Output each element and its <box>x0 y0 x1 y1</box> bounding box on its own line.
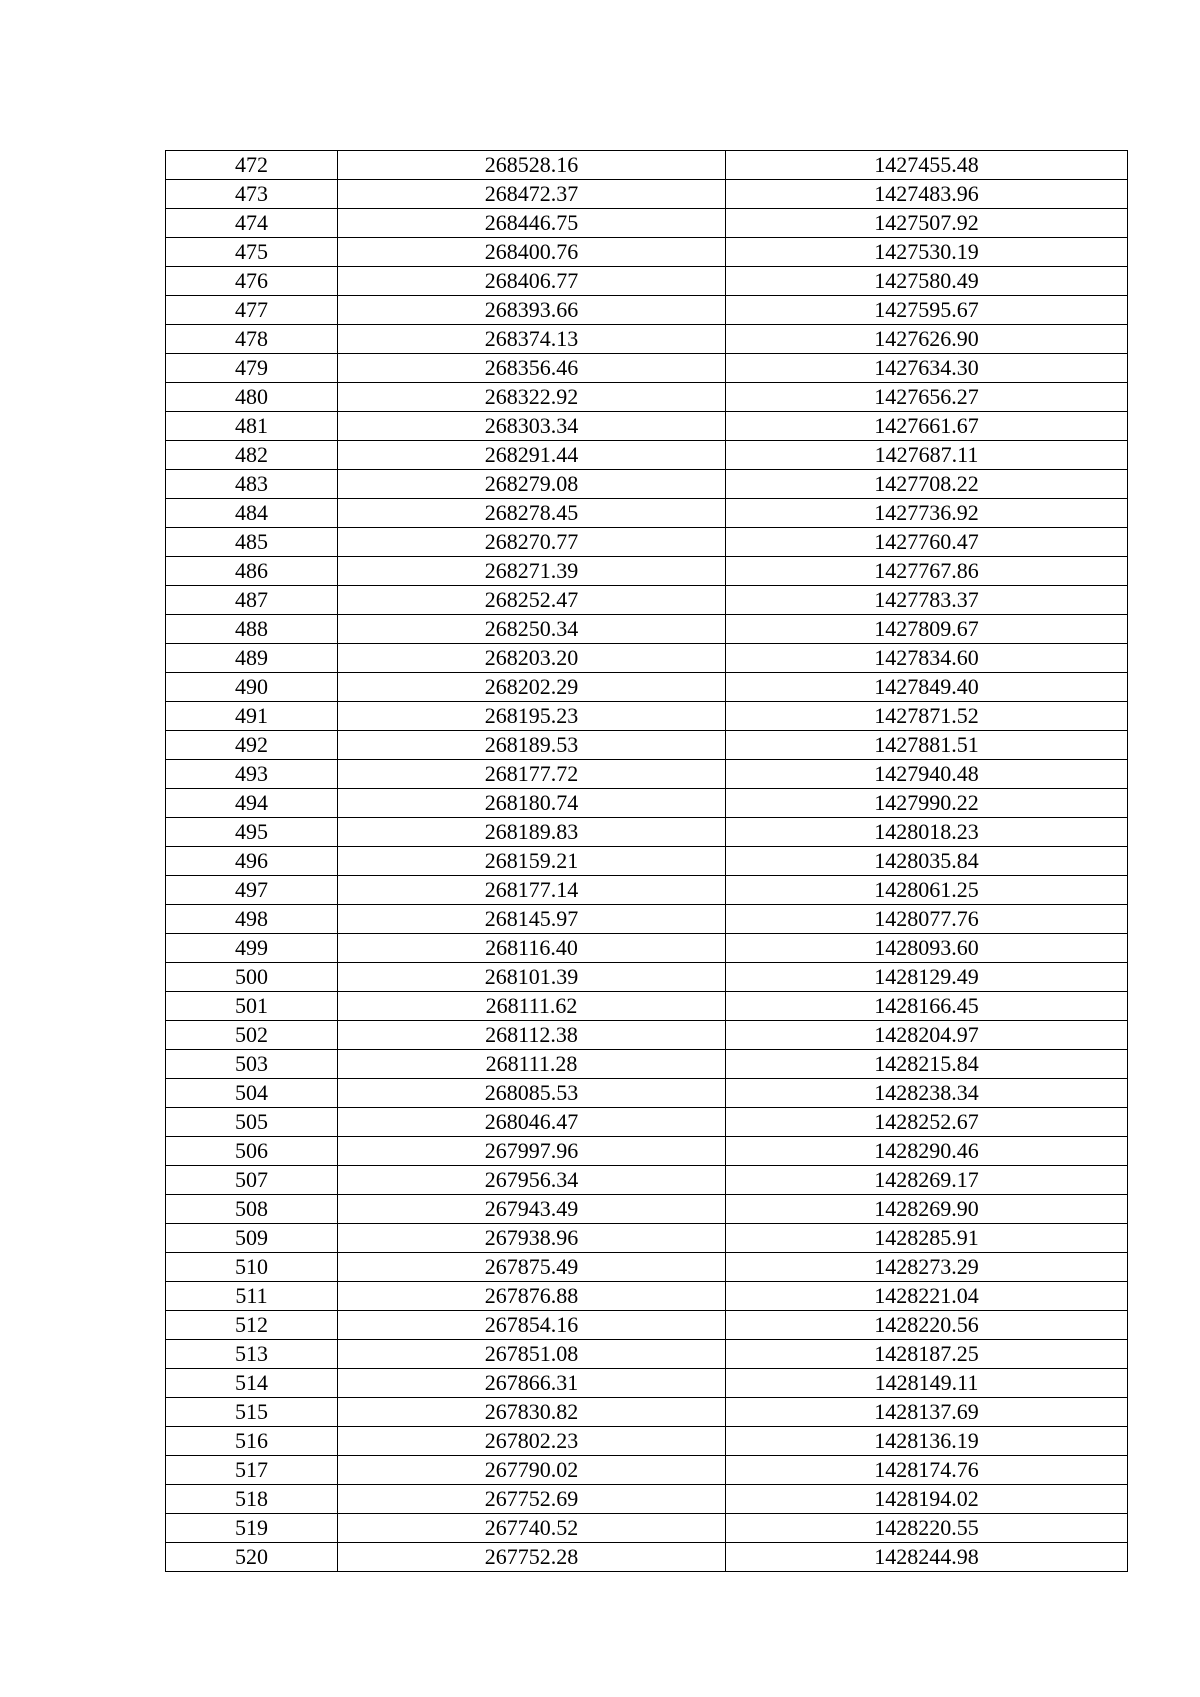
y-coordinate-cell: 1427455.48 <box>726 151 1128 180</box>
x-coordinate-cell: 267790.02 <box>338 1456 726 1485</box>
y-coordinate-cell: 1427634.30 <box>726 354 1128 383</box>
table-row <box>166 1340 1128 1369</box>
x-coordinate-cell: 268177.14 <box>338 876 726 905</box>
x-coordinate-cell: 268472.37 <box>338 180 726 209</box>
x-coordinate-cell: 268116.40 <box>338 934 726 963</box>
x-coordinate-cell: 268322.92 <box>338 383 726 412</box>
y-coordinate-cell: 1427626.90 <box>726 325 1128 354</box>
y-coordinate-cell: 1428238.34 <box>726 1079 1128 1108</box>
table-row <box>166 412 1128 441</box>
x-coordinate-cell: 267943.49 <box>338 1195 726 1224</box>
table-row <box>166 1137 1128 1166</box>
table-row <box>166 470 1128 499</box>
y-coordinate-cell: 1428252.67 <box>726 1108 1128 1137</box>
point-number-cell: 477 <box>166 296 338 325</box>
table-row <box>166 673 1128 702</box>
point-number-cell: 478 <box>166 325 338 354</box>
y-coordinate-cell: 1427881.51 <box>726 731 1128 760</box>
table-row <box>166 1195 1128 1224</box>
x-coordinate-cell: 267851.08 <box>338 1340 726 1369</box>
table-row <box>166 1543 1128 1572</box>
y-coordinate-cell: 1428269.90 <box>726 1195 1128 1224</box>
point-number-cell: 484 <box>166 499 338 528</box>
table-row <box>166 1485 1128 1514</box>
table-row <box>166 1050 1128 1079</box>
y-coordinate-cell: 1427483.96 <box>726 180 1128 209</box>
table-row <box>166 1282 1128 1311</box>
y-coordinate-cell: 1427783.37 <box>726 586 1128 615</box>
table-row <box>166 615 1128 644</box>
table-row <box>166 238 1128 267</box>
y-coordinate-cell: 1428285.91 <box>726 1224 1128 1253</box>
x-coordinate-cell: 268356.46 <box>338 354 726 383</box>
x-coordinate-cell: 268159.21 <box>338 847 726 876</box>
y-coordinate-cell: 1428077.76 <box>726 905 1128 934</box>
table-row <box>166 963 1128 992</box>
y-coordinate-cell: 1427656.27 <box>726 383 1128 412</box>
x-coordinate-cell: 268278.45 <box>338 499 726 528</box>
point-number-cell: 511 <box>166 1282 338 1311</box>
table-row <box>166 209 1128 238</box>
y-coordinate-cell: 1428137.69 <box>726 1398 1128 1427</box>
y-coordinate-cell: 1427834.60 <box>726 644 1128 673</box>
point-number-cell: 514 <box>166 1369 338 1398</box>
y-coordinate-cell: 1427595.67 <box>726 296 1128 325</box>
point-number-cell: 518 <box>166 1485 338 1514</box>
x-coordinate-cell: 268085.53 <box>338 1079 726 1108</box>
point-number-cell: 472 <box>166 151 338 180</box>
y-coordinate-cell: 1427530.19 <box>726 238 1128 267</box>
x-coordinate-cell: 267875.49 <box>338 1253 726 1282</box>
x-coordinate-cell: 268271.39 <box>338 557 726 586</box>
point-number-cell: 475 <box>166 238 338 267</box>
x-coordinate-cell: 268291.44 <box>338 441 726 470</box>
point-number-cell: 481 <box>166 412 338 441</box>
point-number-cell: 515 <box>166 1398 338 1427</box>
table-row <box>166 383 1128 412</box>
x-coordinate-cell: 268446.75 <box>338 209 726 238</box>
point-number-cell: 489 <box>166 644 338 673</box>
x-coordinate-cell: 267752.69 <box>338 1485 726 1514</box>
point-number-cell: 482 <box>166 441 338 470</box>
point-number-cell: 501 <box>166 992 338 1021</box>
y-coordinate-cell: 1427809.67 <box>726 615 1128 644</box>
x-coordinate-cell: 268528.16 <box>338 151 726 180</box>
point-number-cell: 483 <box>166 470 338 499</box>
table-row <box>166 441 1128 470</box>
table-row <box>166 151 1128 180</box>
point-number-cell: 513 <box>166 1340 338 1369</box>
point-number-cell: 506 <box>166 1137 338 1166</box>
y-coordinate-cell: 1428215.84 <box>726 1050 1128 1079</box>
table-row <box>166 180 1128 209</box>
y-coordinate-cell: 1428149.11 <box>726 1369 1128 1398</box>
table-row <box>166 731 1128 760</box>
table-row <box>166 528 1128 557</box>
coordinates-table <box>165 150 1128 1572</box>
table-row <box>166 499 1128 528</box>
y-coordinate-cell: 1427760.47 <box>726 528 1128 557</box>
y-coordinate-cell: 1427849.40 <box>726 673 1128 702</box>
y-coordinate-cell: 1428273.29 <box>726 1253 1128 1282</box>
y-coordinate-cell: 1428035.84 <box>726 847 1128 876</box>
x-coordinate-cell: 268145.97 <box>338 905 726 934</box>
table-row <box>166 1253 1128 1282</box>
point-number-cell: 499 <box>166 934 338 963</box>
point-number-cell: 476 <box>166 267 338 296</box>
y-coordinate-cell: 1428018.23 <box>726 818 1128 847</box>
y-coordinate-cell: 1428061.25 <box>726 876 1128 905</box>
x-coordinate-cell: 267854.16 <box>338 1311 726 1340</box>
point-number-cell: 507 <box>166 1166 338 1195</box>
table-row <box>166 1398 1128 1427</box>
x-coordinate-cell: 267802.23 <box>338 1427 726 1456</box>
x-coordinate-cell: 268203.20 <box>338 644 726 673</box>
x-coordinate-cell: 268195.23 <box>338 702 726 731</box>
y-coordinate-cell: 1427940.48 <box>726 760 1128 789</box>
table-row <box>166 905 1128 934</box>
y-coordinate-cell: 1428221.04 <box>726 1282 1128 1311</box>
y-coordinate-cell: 1427990.22 <box>726 789 1128 818</box>
x-coordinate-cell: 268101.39 <box>338 963 726 992</box>
table-row <box>166 876 1128 905</box>
y-coordinate-cell: 1427736.92 <box>726 499 1128 528</box>
table-row <box>166 760 1128 789</box>
y-coordinate-cell: 1428204.97 <box>726 1021 1128 1050</box>
x-coordinate-cell: 268046.47 <box>338 1108 726 1137</box>
point-number-cell: 473 <box>166 180 338 209</box>
point-number-cell: 512 <box>166 1311 338 1340</box>
table-row <box>166 557 1128 586</box>
point-number-cell: 503 <box>166 1050 338 1079</box>
y-coordinate-cell: 1428174.76 <box>726 1456 1128 1485</box>
point-number-cell: 490 <box>166 673 338 702</box>
y-coordinate-cell: 1427767.86 <box>726 557 1128 586</box>
x-coordinate-cell: 267830.82 <box>338 1398 726 1427</box>
x-coordinate-cell: 268303.34 <box>338 412 726 441</box>
y-coordinate-cell: 1427871.52 <box>726 702 1128 731</box>
x-coordinate-cell: 268202.29 <box>338 673 726 702</box>
x-coordinate-cell: 267876.88 <box>338 1282 726 1311</box>
point-number-cell: 510 <box>166 1253 338 1282</box>
point-number-cell: 493 <box>166 760 338 789</box>
table-row <box>166 1166 1128 1195</box>
point-number-cell: 488 <box>166 615 338 644</box>
x-coordinate-cell: 268111.62 <box>338 992 726 1021</box>
table-row <box>166 267 1128 296</box>
point-number-cell: 509 <box>166 1224 338 1253</box>
y-coordinate-cell: 1428187.25 <box>726 1340 1128 1369</box>
point-number-cell: 496 <box>166 847 338 876</box>
table-row <box>166 1456 1128 1485</box>
coordinates-table-body <box>166 151 1128 1572</box>
x-coordinate-cell: 268393.66 <box>338 296 726 325</box>
y-coordinate-cell: 1428093.60 <box>726 934 1128 963</box>
y-coordinate-cell: 1428269.17 <box>726 1166 1128 1195</box>
table-row <box>166 1079 1128 1108</box>
x-coordinate-cell: 267938.96 <box>338 1224 726 1253</box>
table-row <box>166 1514 1128 1543</box>
table-row <box>166 934 1128 963</box>
point-number-cell: 498 <box>166 905 338 934</box>
y-coordinate-cell: 1427708.22 <box>726 470 1128 499</box>
y-coordinate-cell: 1427661.67 <box>726 412 1128 441</box>
y-coordinate-cell: 1427507.92 <box>726 209 1128 238</box>
table-row <box>166 586 1128 615</box>
point-number-cell: 495 <box>166 818 338 847</box>
x-coordinate-cell: 268252.47 <box>338 586 726 615</box>
x-coordinate-cell: 268374.13 <box>338 325 726 354</box>
table-row <box>166 847 1128 876</box>
table-row <box>166 702 1128 731</box>
table-row <box>166 789 1128 818</box>
point-number-cell: 502 <box>166 1021 338 1050</box>
table-row <box>166 296 1128 325</box>
table-row <box>166 1369 1128 1398</box>
y-coordinate-cell: 1427580.49 <box>726 267 1128 296</box>
point-number-cell: 497 <box>166 876 338 905</box>
y-coordinate-cell: 1428290.46 <box>726 1137 1128 1166</box>
point-number-cell: 480 <box>166 383 338 412</box>
point-number-cell: 494 <box>166 789 338 818</box>
x-coordinate-cell: 268189.83 <box>338 818 726 847</box>
point-number-cell: 487 <box>166 586 338 615</box>
point-number-cell: 505 <box>166 1108 338 1137</box>
x-coordinate-cell: 268400.76 <box>338 238 726 267</box>
x-coordinate-cell: 268177.72 <box>338 760 726 789</box>
table-row <box>166 644 1128 673</box>
y-coordinate-cell: 1428220.55 <box>726 1514 1128 1543</box>
point-number-cell: 486 <box>166 557 338 586</box>
table-row <box>166 1224 1128 1253</box>
table-row <box>166 818 1128 847</box>
point-number-cell: 474 <box>166 209 338 238</box>
x-coordinate-cell: 268270.77 <box>338 528 726 557</box>
table-row <box>166 325 1128 354</box>
x-coordinate-cell: 268250.34 <box>338 615 726 644</box>
y-coordinate-cell: 1428220.56 <box>726 1311 1128 1340</box>
point-number-cell: 500 <box>166 963 338 992</box>
x-coordinate-cell: 267740.52 <box>338 1514 726 1543</box>
x-coordinate-cell: 268112.38 <box>338 1021 726 1050</box>
point-number-cell: 516 <box>166 1427 338 1456</box>
y-coordinate-cell: 1428129.49 <box>726 963 1128 992</box>
x-coordinate-cell: 268406.77 <box>338 267 726 296</box>
point-number-cell: 504 <box>166 1079 338 1108</box>
y-coordinate-cell: 1427687.11 <box>726 441 1128 470</box>
y-coordinate-cell: 1428136.19 <box>726 1427 1128 1456</box>
table-row <box>166 992 1128 1021</box>
table-row <box>166 1427 1128 1456</box>
point-number-cell: 491 <box>166 702 338 731</box>
x-coordinate-cell: 267956.34 <box>338 1166 726 1195</box>
x-coordinate-cell: 267752.28 <box>338 1543 726 1572</box>
table-row <box>166 1021 1128 1050</box>
x-coordinate-cell: 267997.96 <box>338 1137 726 1166</box>
x-coordinate-cell: 268111.28 <box>338 1050 726 1079</box>
y-coordinate-cell: 1428244.98 <box>726 1543 1128 1572</box>
y-coordinate-cell: 1428194.02 <box>726 1485 1128 1514</box>
point-number-cell: 519 <box>166 1514 338 1543</box>
point-number-cell: 520 <box>166 1543 338 1572</box>
point-number-cell: 508 <box>166 1195 338 1224</box>
point-number-cell: 485 <box>166 528 338 557</box>
x-coordinate-cell: 268189.53 <box>338 731 726 760</box>
x-coordinate-cell: 268180.74 <box>338 789 726 818</box>
x-coordinate-cell: 268279.08 <box>338 470 726 499</box>
point-number-cell: 517 <box>166 1456 338 1485</box>
y-coordinate-cell: 1428166.45 <box>726 992 1128 1021</box>
table-row <box>166 1311 1128 1340</box>
table-row <box>166 1108 1128 1137</box>
table-row <box>166 354 1128 383</box>
point-number-cell: 479 <box>166 354 338 383</box>
x-coordinate-cell: 267866.31 <box>338 1369 726 1398</box>
point-number-cell: 492 <box>166 731 338 760</box>
